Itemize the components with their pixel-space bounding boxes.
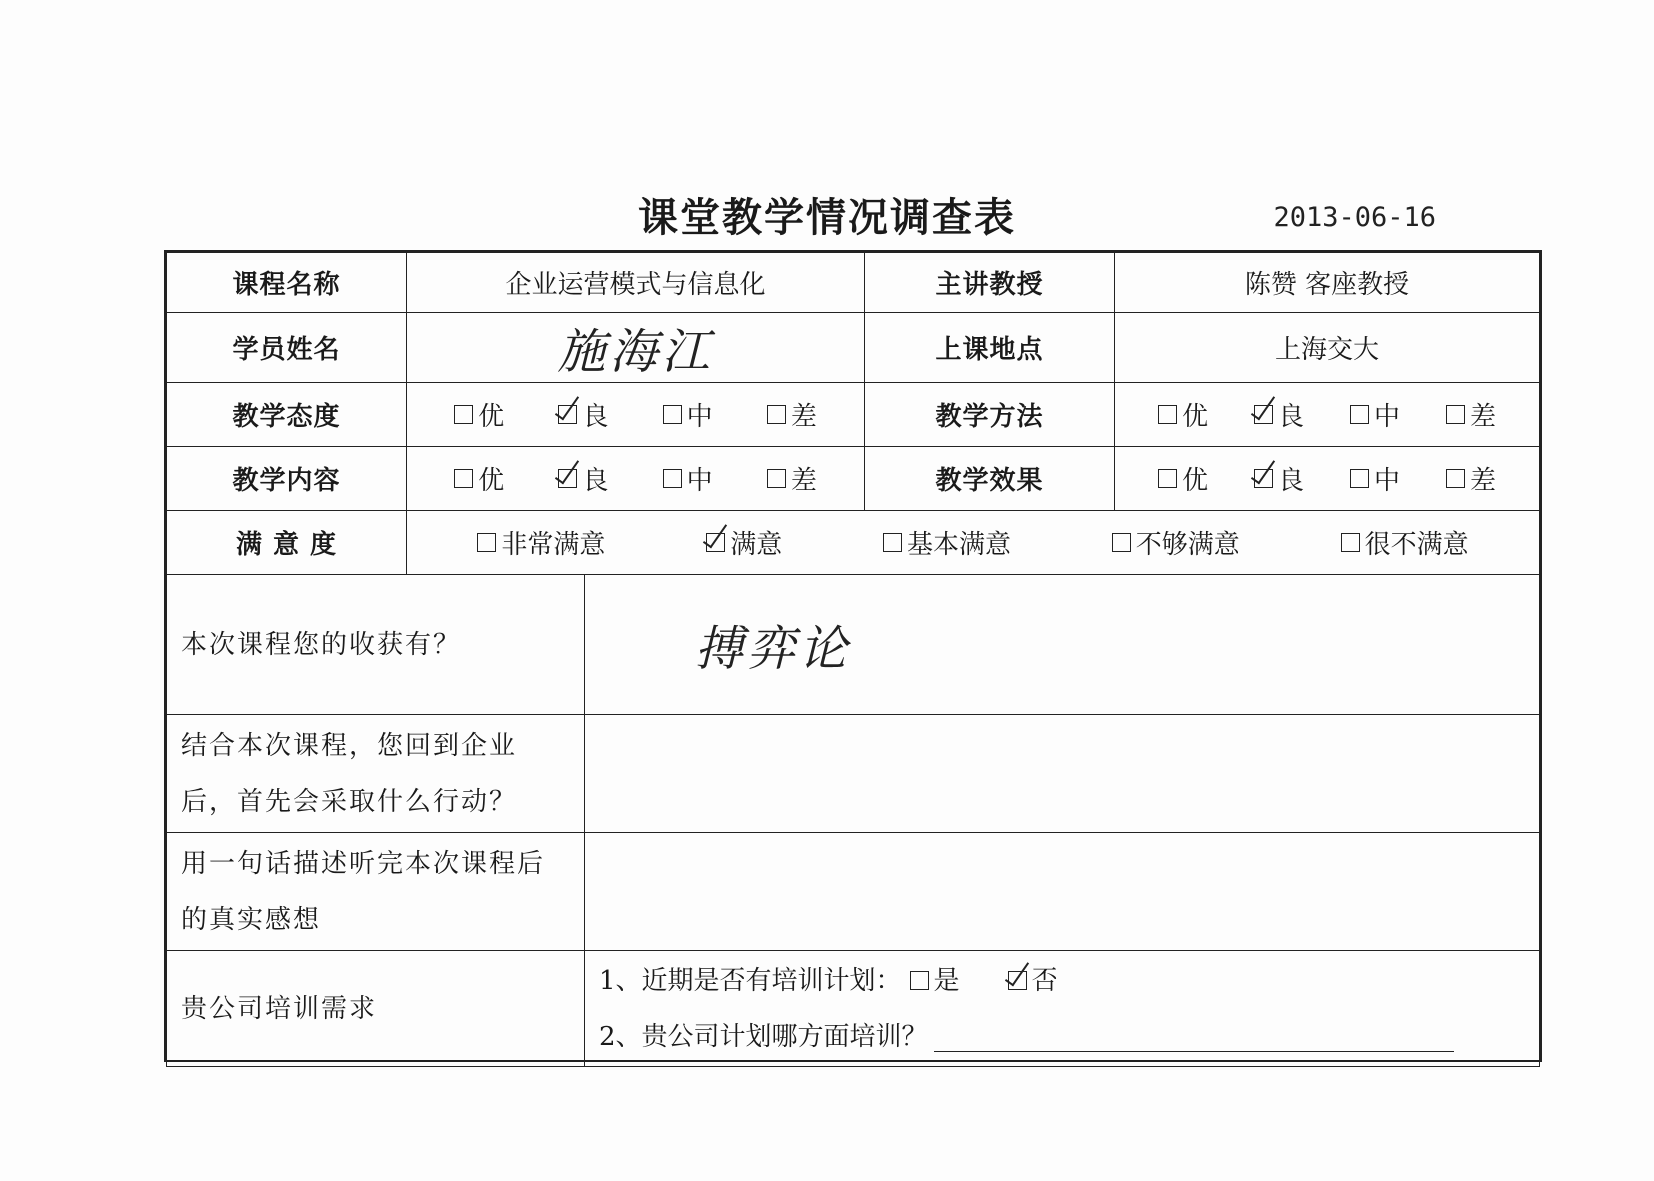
form-date: 2013-06-16 bbox=[1273, 202, 1436, 233]
instructor-value: 陈赞 客座教授 bbox=[1115, 253, 1540, 313]
survey-table bbox=[166, 252, 1540, 1067]
gain-question: 本次课程您的收获有？ bbox=[167, 575, 585, 715]
satisfaction-option-label: 不够满意 bbox=[1135, 530, 1240, 560]
content-rating-option[interactable] bbox=[663, 460, 713, 497]
needs-no-label: 否 bbox=[1031, 965, 1058, 996]
effect-rating-checkbox[interactable] bbox=[1446, 469, 1465, 488]
effect-rating-option-label: 差 bbox=[1469, 466, 1496, 496]
satisfaction-rating-group bbox=[407, 524, 1539, 561]
student-name-label: 学员姓名 bbox=[167, 313, 407, 383]
row-gain bbox=[167, 575, 1540, 715]
method-rating-option-label: 差 bbox=[1469, 402, 1496, 432]
location-label: 上课地点 bbox=[865, 313, 1115, 383]
needs-q2-answer-line[interactable] bbox=[934, 1021, 1454, 1052]
satisfaction-option[interactable] bbox=[1112, 524, 1240, 561]
content-rating-option-label: 中 bbox=[686, 466, 713, 496]
method-rating-option[interactable] bbox=[1446, 396, 1496, 433]
attitude-options bbox=[407, 383, 865, 447]
satisfaction-checkbox[interactable] bbox=[706, 533, 725, 552]
satisfaction-option-label: 很不满意 bbox=[1364, 530, 1469, 560]
method-rating-option[interactable] bbox=[1158, 396, 1208, 433]
content-rating-checkbox[interactable] bbox=[767, 469, 786, 488]
needs-q1-row bbox=[599, 953, 1539, 1009]
content-rating-option[interactable] bbox=[454, 460, 504, 497]
satisfaction-option-label: 满意 bbox=[730, 530, 783, 560]
effect-rating-checkbox[interactable] bbox=[1350, 469, 1369, 488]
row-satisfaction bbox=[167, 511, 1540, 575]
row-course bbox=[167, 253, 1540, 313]
method-options bbox=[1115, 383, 1540, 447]
effect-rating-checkbox[interactable] bbox=[1158, 469, 1177, 488]
method-rating-option-label: 中 bbox=[1373, 402, 1400, 432]
row-student bbox=[167, 313, 1540, 383]
row-feeling bbox=[167, 833, 1540, 951]
needs-no-option[interactable] bbox=[1008, 953, 1058, 1009]
content-options bbox=[407, 447, 865, 511]
effect-rating-option-label: 优 bbox=[1182, 466, 1209, 496]
method-rating-option-label: 优 bbox=[1182, 402, 1209, 432]
attitude-rating-option[interactable] bbox=[454, 396, 504, 433]
gain-answer-cell[interactable] bbox=[585, 575, 1540, 715]
attitude-rating-checkbox[interactable] bbox=[767, 405, 786, 424]
row-needs bbox=[167, 951, 1540, 1067]
attitude-rating-option[interactable] bbox=[663, 396, 713, 433]
row-content-effect bbox=[167, 447, 1540, 511]
effect-options bbox=[1115, 447, 1540, 511]
content-rating-checkbox[interactable] bbox=[454, 469, 473, 488]
instructor-label: 主讲教授 bbox=[865, 253, 1115, 313]
needs-no-checkbox[interactable] bbox=[1008, 971, 1027, 990]
attitude-rating-option[interactable] bbox=[767, 396, 817, 433]
satisfaction-label: 满 意 度 bbox=[167, 511, 407, 575]
location-value: 上海交大 bbox=[1115, 313, 1540, 383]
method-label: 教学方法 bbox=[865, 383, 1115, 447]
content-rating-checkbox[interactable] bbox=[558, 469, 577, 488]
satisfaction-checkbox[interactable] bbox=[1341, 533, 1360, 552]
student-name-handwriting: 施海江 bbox=[557, 324, 714, 380]
attitude-rating-option-label: 中 bbox=[686, 402, 713, 432]
effect-rating-checkbox[interactable] bbox=[1254, 469, 1273, 488]
course-name-label: 课程名称 bbox=[167, 253, 407, 313]
satisfaction-option[interactable] bbox=[883, 524, 1011, 561]
method-rating-checkbox[interactable] bbox=[1350, 405, 1369, 424]
gain-answer-handwriting: 搏弈论 bbox=[695, 621, 852, 677]
content-rating-option-label: 差 bbox=[790, 466, 817, 496]
attitude-rating-option[interactable] bbox=[558, 396, 608, 433]
attitude-rating-option-label: 良 bbox=[582, 402, 609, 432]
method-rating-checkbox[interactable] bbox=[1158, 405, 1177, 424]
satisfaction-options bbox=[407, 511, 1540, 575]
content-rating-group bbox=[407, 460, 864, 497]
feeling-question: 用一句话描述听完本次课程后的真实感想 bbox=[167, 833, 585, 951]
content-rating-checkbox[interactable] bbox=[663, 469, 682, 488]
satisfaction-option-label: 基本满意 bbox=[906, 530, 1011, 560]
method-rating-option[interactable] bbox=[1254, 396, 1304, 433]
attitude-rating-option-label: 优 bbox=[478, 402, 505, 432]
needs-yes-option[interactable] bbox=[910, 953, 960, 1009]
method-rating-group bbox=[1115, 396, 1539, 433]
method-rating-checkbox[interactable] bbox=[1446, 405, 1465, 424]
needs-yes-checkbox[interactable] bbox=[910, 971, 929, 990]
needs-q1-text: 1、近期是否有培训计划： bbox=[599, 965, 902, 996]
satisfaction-option-label: 非常满意 bbox=[501, 530, 606, 560]
effect-rating-option-label: 良 bbox=[1277, 466, 1304, 496]
method-rating-option[interactable] bbox=[1350, 396, 1400, 433]
attitude-rating-group bbox=[407, 396, 864, 433]
survey-form bbox=[164, 250, 1542, 1062]
effect-rating-group bbox=[1115, 460, 1539, 497]
attitude-rating-option-label: 差 bbox=[790, 402, 817, 432]
content-rating-option-label: 良 bbox=[582, 466, 609, 496]
needs-question: 贵公司培训需求 bbox=[167, 951, 585, 1067]
effect-label: 教学效果 bbox=[865, 447, 1115, 511]
attitude-rating-checkbox[interactable] bbox=[663, 405, 682, 424]
content-rating-option[interactable] bbox=[767, 460, 817, 497]
student-name-value bbox=[407, 313, 865, 383]
feeling-answer-cell[interactable] bbox=[585, 833, 1540, 951]
row-attitude-method bbox=[167, 383, 1540, 447]
content-rating-option[interactable] bbox=[558, 460, 608, 497]
satisfaction-option[interactable] bbox=[706, 524, 782, 561]
row-action bbox=[167, 715, 1540, 833]
needs-q2-text: 2、贵公司计划哪方面培训？ bbox=[599, 1021, 928, 1052]
satisfaction-checkbox[interactable] bbox=[883, 533, 902, 552]
effect-rating-option-label: 中 bbox=[1373, 466, 1400, 496]
needs-yes-label: 是 bbox=[933, 965, 960, 996]
effect-rating-option[interactable] bbox=[1254, 460, 1304, 497]
attitude-rating-checkbox[interactable] bbox=[454, 405, 473, 424]
content-label: 教学内容 bbox=[167, 447, 407, 511]
effect-rating-option[interactable] bbox=[1350, 460, 1400, 497]
attitude-rating-checkbox[interactable] bbox=[558, 405, 577, 424]
form-title: 课堂教学情况调查表 bbox=[638, 195, 1016, 241]
effect-rating-option[interactable] bbox=[1158, 460, 1208, 497]
method-rating-option-label: 良 bbox=[1277, 402, 1304, 432]
satisfaction-option[interactable] bbox=[477, 524, 605, 561]
course-name-value: 企业运营模式与信息化 bbox=[407, 253, 865, 313]
needs-answer-cell bbox=[585, 951, 1540, 1067]
action-answer-cell[interactable] bbox=[585, 715, 1540, 833]
needs-q2-row bbox=[599, 1009, 1539, 1065]
action-question: 结合本次课程，您回到企业后，首先会采取什么行动？ bbox=[167, 715, 585, 833]
satisfaction-checkbox[interactable] bbox=[477, 533, 496, 552]
satisfaction-checkbox[interactable] bbox=[1112, 533, 1131, 552]
method-rating-checkbox[interactable] bbox=[1254, 405, 1273, 424]
satisfaction-option[interactable] bbox=[1341, 524, 1469, 561]
content-rating-option-label: 优 bbox=[478, 466, 505, 496]
attitude-label: 教学态度 bbox=[167, 383, 407, 447]
effect-rating-option[interactable] bbox=[1446, 460, 1496, 497]
